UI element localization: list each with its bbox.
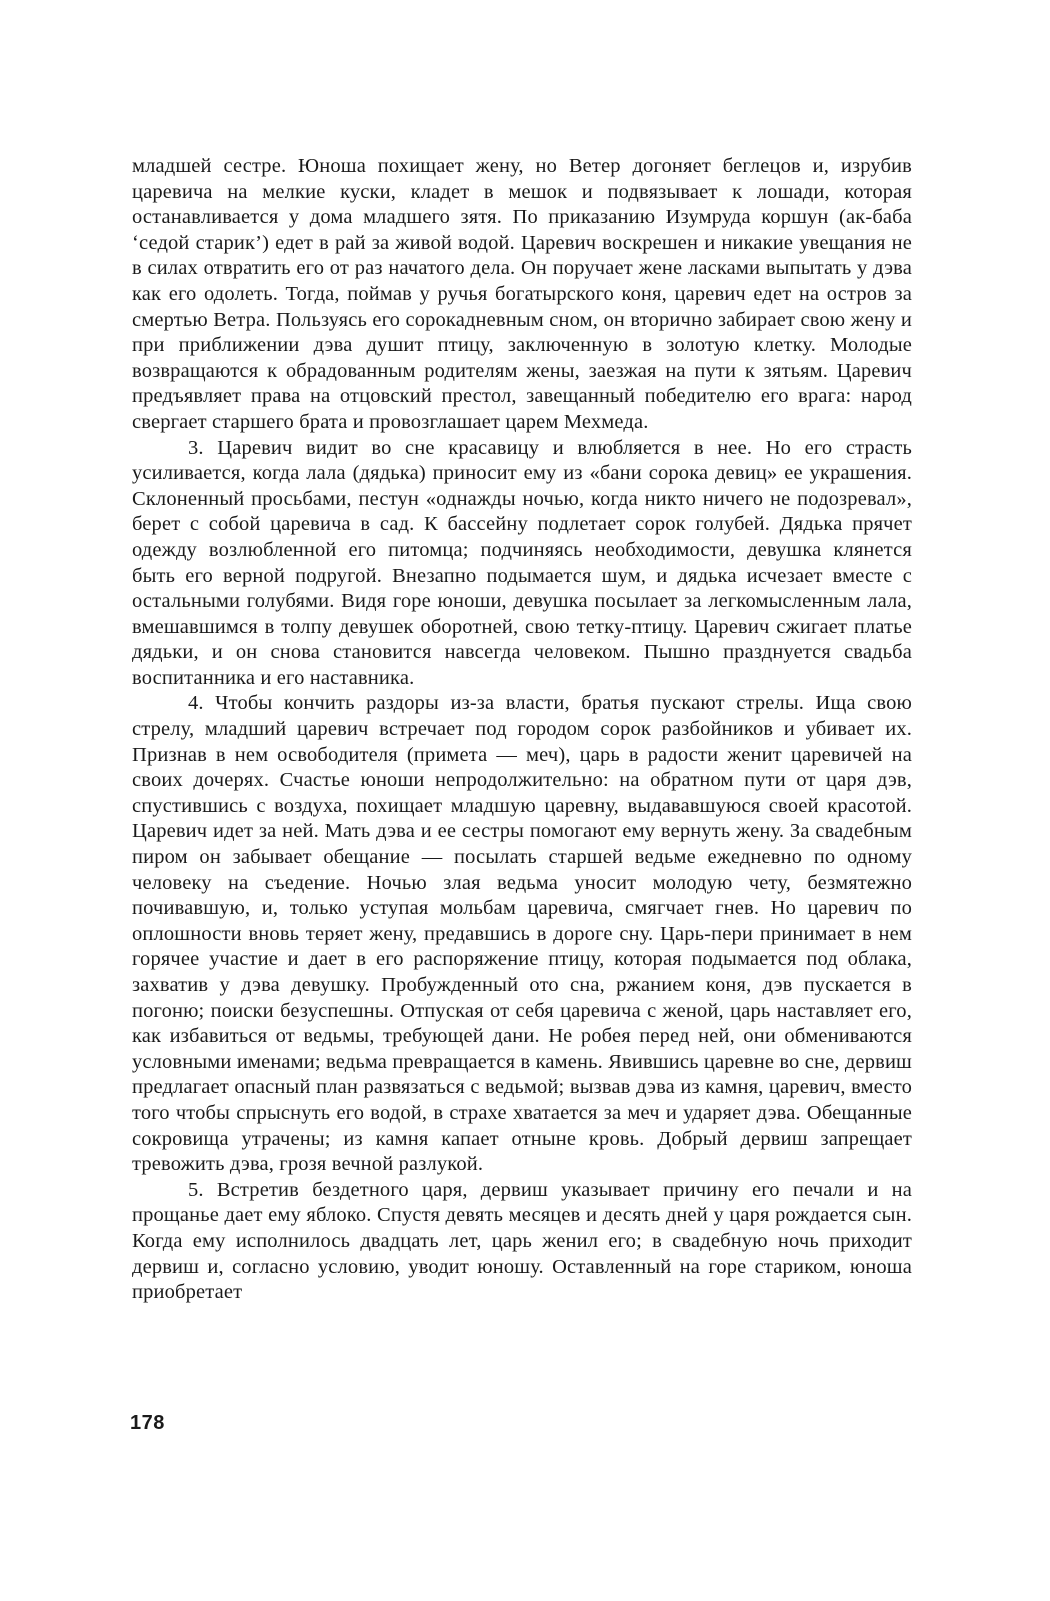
paragraph-4: 4. Чтобы кончить раздоры из-за власти, братья пускают стрелы. Ища свою стрелу, младший царевич встречает под городом сорок разбойников и убивает их. Признав в нем освободителя (примета — меч), царь в радости женит царевичей на своих дочерях. Счастье юноши непродолжительно: на обратном пути от царя дэв, спустившись с воздуха, похищает младшую царевну, выдававшуюся своей красотой. Царевич идет за ней. Мать дэва и ее сестры помогают ему вернуть жену. За свадебным пиром он забывает обещание — посылать старшей ведьме ежедневно по одному человеку на съедение. Ночью злая ведьма уносит молодую чету, безмятежно почивавшую, и, только уступая мольбам царевича, смягчает гнев. Но царевич по оплошности вновь теряет жену, предавшись в дороге сну. Царь-пери принимает в нем горячее участие и дает в его распоряжение птицу, которая подымается под облака, захватив у дэва девушку. Пробужденный ото сна, ржанием коня, дэв пускается в погоню; поиски безуспешны. Отпуская от себя царевича с женой, царь наставляет его, как избавиться от ведьмы, требующей дани. Не робея перед ней, они обмениваются условными именами; ведьма превращается в камень. Явившись царевне во сне, дервиш предлагает опасный план развязаться с ведьмой; вызвав дэва из камня, царевич, вместо того чтобы спрыснуть его водой, в страхе хватается за меч и ударяет дэва. Обещанные сокровища утрачены; из камня капает отныне кровь. Добрый дервиш запрещает тревожить дэва, грозя вечной разлукой. xyxy=(132,692,912,1176)
paragraph-5: 5. Встретив бездетного царя, дервиш указывает причину его печали и на прощанье дает ему яблоко. Спустя девять месяцев и десять дней у царя рождается сын. Когда ему исполнилось двадцать лет, царь женил его; в свадебную ночь приходит дервиш и, согласно условию, уводит юношу. Оставленный на горе стариком, юноша приобретает xyxy=(132,1178,912,1304)
paragraph-3: 3. Царевич видит во сне красавицу и влюбляется в нее. Но его страсть усиливается, когда лала (дядька) приносит ему из «бани сорока девиц» ее украшения. Склоненный просьбами, пестун «однажды ночью, когда никто ничего не подозревал», берет с собой царевича в сад. К бассейну подлетает сорок голубей. Дядька прячет одежду возлюбленной его питомца; подчиняясь необходимости, девушка клянется быть его верной подругой. Внезапно подымается шум, и дядька исчезает вместе с остальными голубями. Видя горе юноши, девушка посылает за легкомысленным лала, вмешавшимся в толпу девушек оборотней, свою тетку-птицу. Царевич сжигает платье дядьки, и он снова становится навсегда человеком. Пышно празднуется свадьба воспитанника и его наставника. xyxy=(132,436,912,689)
page-number: 178 xyxy=(130,1412,165,1434)
body-text xyxy=(132,154,912,1306)
paragraph-continued: младшей сестре. Юноша похищает жену, но Ветер догоняет беглецов и, изрубив царевича на мелкие куски, кладет в мешок и подвязывает к лошади, которая останавливается у дома младшего зятя. По приказанию Изумруда коршун (ак-баба ‘седой старик’) едет в рай за живой водой. Царевич воскрешен и никакие увещания не в силах отвратить его от раз начатого дела. Он поручает жене ласками выпытать у дэва как его одолеть. Тогда, поймав у ручья богатырского коня, царевич едет на остров за смертью Ветра. Пользуясь его сорокадневным сном, он вторично забирает свою жену и при приближении дэва душит птицу, заключенную в золотую клетку. Молодые возвращаются к обрадованным родителям жены, заезжая на пути к зятьям. Царевич предъявляет права на отцовский престол, завещанный победителю его врага: народ свергает старшего брата и провозглашает царем Мехмеда. xyxy=(132,155,912,433)
